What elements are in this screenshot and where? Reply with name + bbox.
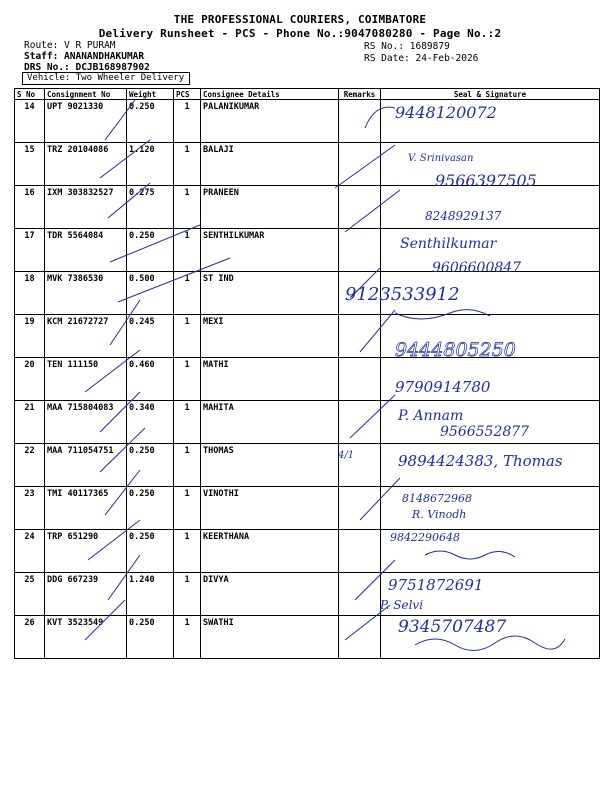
cell-weight: 0.250 (127, 487, 174, 530)
cell-weight: 0.250 (127, 616, 174, 659)
handwritten-phone: 9790914780 (395, 378, 491, 396)
cell-pcs: 1 (174, 358, 201, 401)
handwritten-phone: 9566397505 (435, 171, 537, 190)
cell-signature (381, 186, 600, 229)
cell-weight: 0.460 (127, 358, 174, 401)
col-pcs: PCS (174, 89, 201, 100)
vehicle-box: Vehicle: Two Wheeler Delivery (22, 72, 190, 85)
cell-pcs: 1 (174, 186, 201, 229)
handwritten-name: R. Vinodh (412, 508, 467, 521)
table-row (15, 143, 600, 186)
cell-weight: 0.250 (127, 229, 174, 272)
handwritten-phone: 9842290648 (390, 531, 460, 544)
col-remarks: Remarks (339, 89, 381, 100)
handwritten-phone: 8248929137 (425, 209, 502, 223)
cell-sno: 14 (15, 100, 45, 143)
cell-remarks (339, 315, 381, 358)
cell-signature (381, 487, 600, 530)
cell-consignment: TDR 5564084 (45, 229, 127, 272)
cell-consignee: SWATHI (201, 616, 339, 659)
cell-remarks (339, 186, 381, 229)
cell-sno: 23 (15, 487, 45, 530)
cell-remarks (339, 487, 381, 530)
cell-consignee: PRANEEN (201, 186, 339, 229)
cell-pcs: 1 (174, 616, 201, 659)
cell-sno: 18 (15, 272, 45, 315)
cell-signature (381, 100, 600, 143)
cell-sno: 21 (15, 401, 45, 444)
cell-weight: 0.275 (127, 186, 174, 229)
cell-sno: 22 (15, 444, 45, 487)
cell-consignment: TRZ 20104086 (45, 143, 127, 186)
handwritten-phone: 8148672968 (402, 492, 472, 505)
handwritten-phone: 9123533912 (345, 284, 460, 305)
table-header (15, 89, 600, 100)
cell-weight: 0.500 (127, 272, 174, 315)
table-row (15, 573, 600, 616)
drs-number: DRS No.: DCJB168987902 (24, 62, 150, 73)
cell-weight: 0.250 (127, 530, 174, 573)
cell-sno: 17 (15, 229, 45, 272)
cell-signature (381, 272, 600, 315)
cell-sno: 20 (15, 358, 45, 401)
cell-remarks (339, 616, 381, 659)
cell-consignee: VINOTHI (201, 487, 339, 530)
cell-remarks (339, 530, 381, 573)
cell-weight: 1.240 (127, 573, 174, 616)
cell-remarks (339, 358, 381, 401)
cell-pcs: 1 (174, 315, 201, 358)
runsheet-subtitle: Delivery Runsheet - PCS - Phone No.:9047080280 - Page No.:2 (98, 27, 502, 40)
cell-consignee: ST IND (201, 272, 339, 315)
table-row (15, 272, 600, 315)
handwritten-phone: 9566552877 (440, 424, 530, 440)
col-weight: Weight (127, 89, 174, 100)
table-row (15, 315, 600, 358)
cell-sno: 26 (15, 616, 45, 659)
handwritten-name: P. Selvi (380, 598, 424, 612)
table-row (15, 186, 600, 229)
cell-consignee: MEXI (201, 315, 339, 358)
handwritten-sign: 9448120072 (395, 103, 497, 122)
rs-number: RS No.: 1689879 (364, 41, 450, 52)
cell-consignment: TMI 40117365 (45, 487, 127, 530)
cell-remarks (339, 573, 381, 616)
col-consignment: Consignment No (45, 89, 127, 100)
handwritten-name: P. Annam (398, 408, 464, 424)
col-signature: Seal & Signature (381, 89, 600, 100)
cell-sno: 15 (15, 143, 45, 186)
cell-consignment: DDG 667239 (45, 573, 127, 616)
handwritten-phone: 9606600847 (432, 260, 522, 276)
cell-signature (381, 530, 600, 573)
cell-remarks (339, 401, 381, 444)
rs-date: RS Date: 24-Feb-2026 (364, 53, 479, 64)
table-row (15, 358, 600, 401)
cell-weight: 0.340 (127, 401, 174, 444)
company-title: THE PROFESSIONAL COURIERS, COIMBATORE (173, 13, 427, 26)
cell-sno: 24 (15, 530, 45, 573)
handwritten-name: Senthilkumar (400, 236, 497, 252)
cell-pcs: 1 (174, 100, 201, 143)
cell-pcs: 1 (174, 573, 201, 616)
cell-consignee: MAHITA (201, 401, 339, 444)
col-consignee: Consignee Details (201, 89, 339, 100)
table-row (15, 444, 600, 487)
cell-consignee: KEERTHANA (201, 530, 339, 573)
cell-signature (381, 229, 600, 272)
cell-pcs: 1 (174, 487, 201, 530)
cell-signature (381, 358, 600, 401)
table-row (15, 530, 600, 573)
cell-signature (381, 143, 600, 186)
table-row (15, 616, 600, 659)
runsheet-table (14, 88, 600, 659)
table-row (15, 401, 600, 444)
cell-consignment: KCM 21672727 (45, 315, 127, 358)
cell-pcs: 1 (174, 143, 201, 186)
cell-consignment: UPT 9021330 (45, 100, 127, 143)
cell-consignee: PALANIKUMAR (201, 100, 339, 143)
handwritten-name: V. Srinivasan (408, 153, 474, 164)
cell-remarks (339, 272, 381, 315)
handwritten-phone: 9894424383, Thomas (398, 452, 563, 470)
cell-pcs: 1 (174, 229, 201, 272)
cell-sno: 16 (15, 186, 45, 229)
cell-weight: 0.250 (127, 100, 174, 143)
cell-sno: 25 (15, 573, 45, 616)
handwritten-phone: 9751872691 (388, 576, 484, 594)
cell-signature (381, 401, 600, 444)
cell-consignment: MAA 711054751 (45, 444, 127, 487)
table-row (15, 487, 600, 530)
cell-signature (381, 573, 600, 616)
cell-weight: 0.250 (127, 444, 174, 487)
cell-signature (381, 616, 600, 659)
cell-consignee: THOMAS (201, 444, 339, 487)
handwritten-remark: 4/1 (338, 450, 355, 461)
cell-pcs: 1 (174, 444, 201, 487)
staff: Staff: ANANANDHAKUMAR (24, 51, 145, 62)
cell-weight: 0.245 (127, 315, 174, 358)
cell-pcs: 1 (174, 530, 201, 573)
cell-remarks (339, 143, 381, 186)
cell-sno: 19 (15, 315, 45, 358)
cell-consignment: KVT 3523549 (45, 616, 127, 659)
table-row (15, 229, 600, 272)
cell-pcs: 1 (174, 272, 201, 315)
cell-consignee: BALAJI (201, 143, 339, 186)
cell-weight: 1.120 (127, 143, 174, 186)
cell-consignment: IXM 303832527 (45, 186, 127, 229)
cell-remarks (339, 444, 381, 487)
cell-consignment: TRP 651290 (45, 530, 127, 573)
cell-signature (381, 444, 600, 487)
handwritten-phone: 9345707487 (398, 617, 507, 637)
cell-pcs: 1 (174, 401, 201, 444)
cell-consignment: MAA 715804083 (45, 401, 127, 444)
cell-consignee: DIVYA (201, 573, 339, 616)
cell-remarks (339, 100, 381, 143)
table-row (15, 100, 600, 143)
route: Route: V R PURAM (24, 40, 116, 51)
cell-remarks (339, 229, 381, 272)
handwritten-phone: 9444805250 (395, 339, 516, 361)
cell-signature (381, 315, 600, 358)
cell-consignment: MVK 7386530 (45, 272, 127, 315)
col-sno: S No (15, 89, 45, 100)
cell-consignment: TEN 111150 (45, 358, 127, 401)
cell-consignee: SENTHILKUMAR (201, 229, 339, 272)
cell-consignee: MATHI (201, 358, 339, 401)
